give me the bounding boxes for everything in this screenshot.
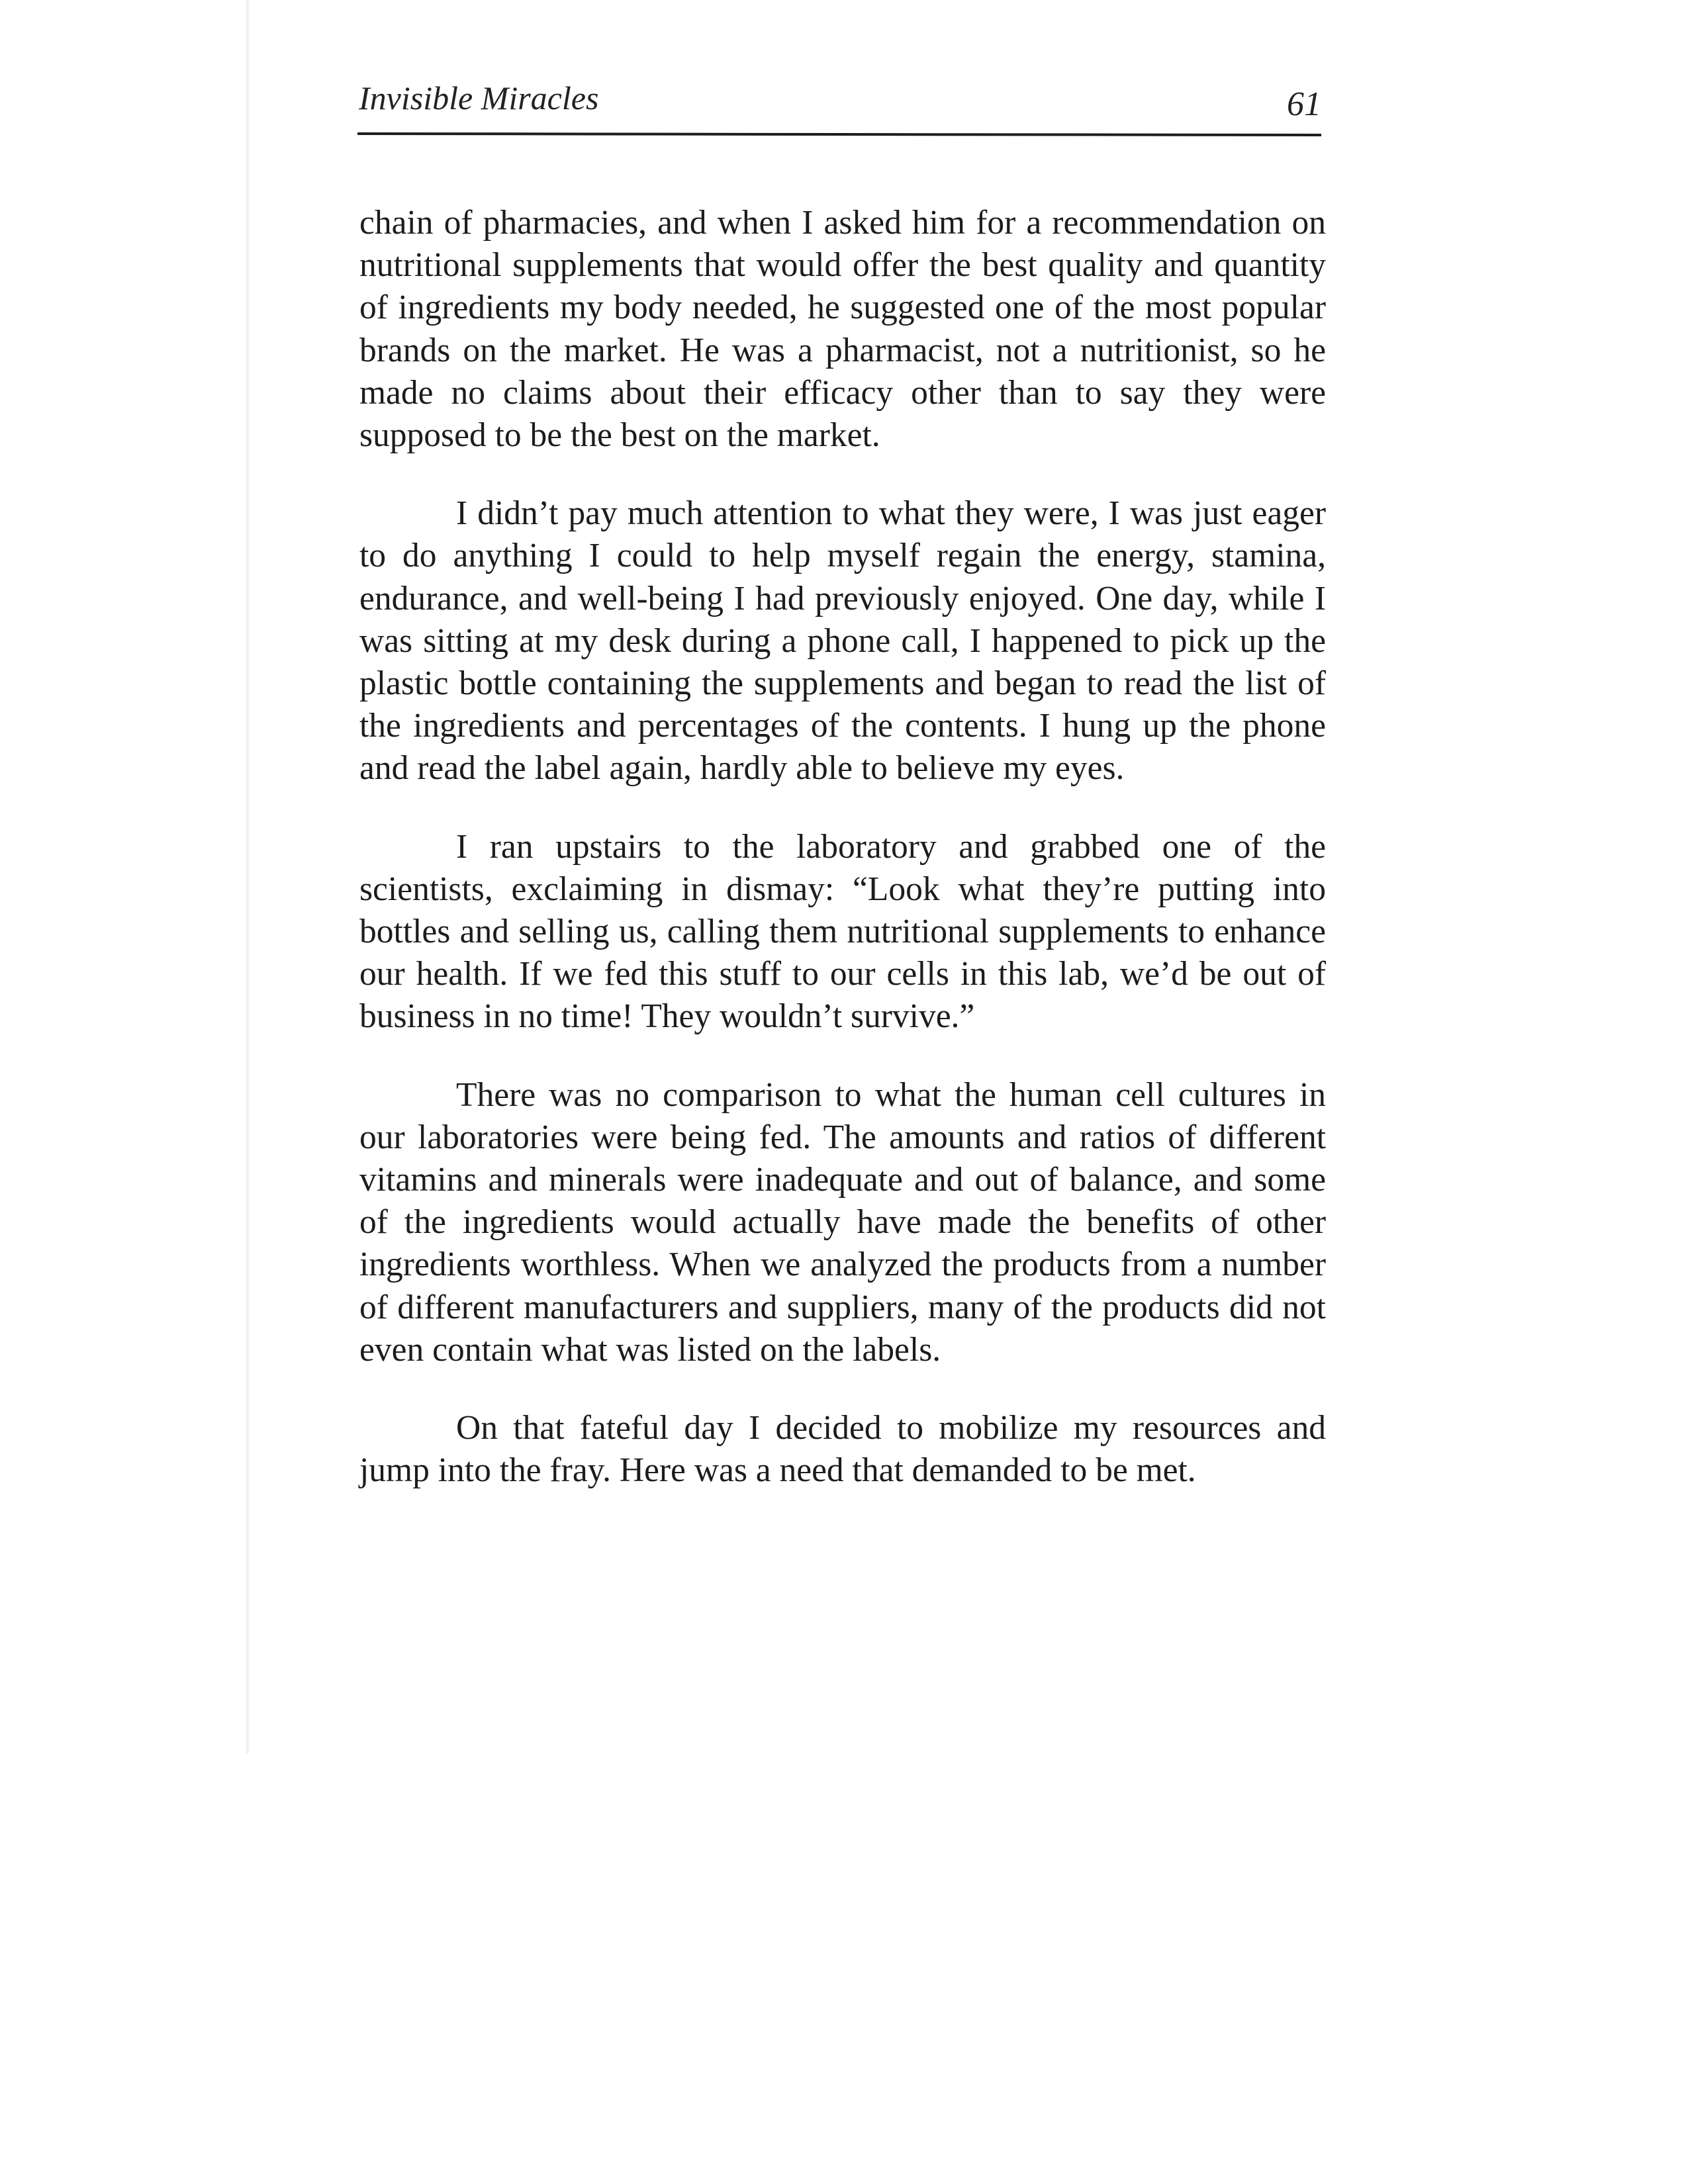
paragraph-4: There was no comparison to what the human cell cultures in our laboratories were being fed. The amounts and ratios of different vitamins and minerals were inadequate and out of balance, and some of the ingredients would actually have made the benefits of other ingredients worthless. When we analyzed the products from a number of different manufacturers and suppliers, many of the products did not even contain what was listed on the labels. [359, 1075, 1326, 1369]
body-text [359, 202, 1326, 1527]
binding-gutter-shadow [246, 0, 250, 1754]
paragraph-1: chain of pharmacies, and when I asked him for a recommendation on nutritional supplements that would offer the best quality and quantity of ingredients my body needed, he suggested one of the most popular brands on the market. He was a pharmacist, not a nutritionist, so he made no claims about their efficacy other than to say they were supposed to be the best on the market. [359, 204, 1326, 455]
running-title: Invisible Miracles [359, 79, 599, 116]
page-number: 61 [1287, 85, 1321, 123]
paragraph-2: I didn’t pay much attention to what they were, I was just eager to do anything I could to help myself regain the energy, stamina, endurance, and well-being I had previously enjoyed. One day, while I was sitting at my desk during a phone call, I happened to pick up the plastic bottle containing the supplements and began to read the list of the ingredients and percentages of the contents. I hung up the phone and read the label again, hardly able to believe my eyes. [359, 494, 1326, 788]
header-rule [357, 132, 1321, 136]
paragraph-3: I ran upstairs to the laboratory and grabbed one of the scientists, exclaiming in dismay: “Look what they’re putting into bottles and selling us, calling them nutritional supplements to enhance our health. If we fed this stuff to our cells in this lab, we’d be out of business in no time! They wouldn’t survive.” [359, 827, 1326, 1036]
paragraph-5: On that fateful day I decided to mobilize my resources and jump into the fray. Here was a need that demanded to be met. [359, 1409, 1326, 1490]
running-head [357, 71, 1321, 132]
